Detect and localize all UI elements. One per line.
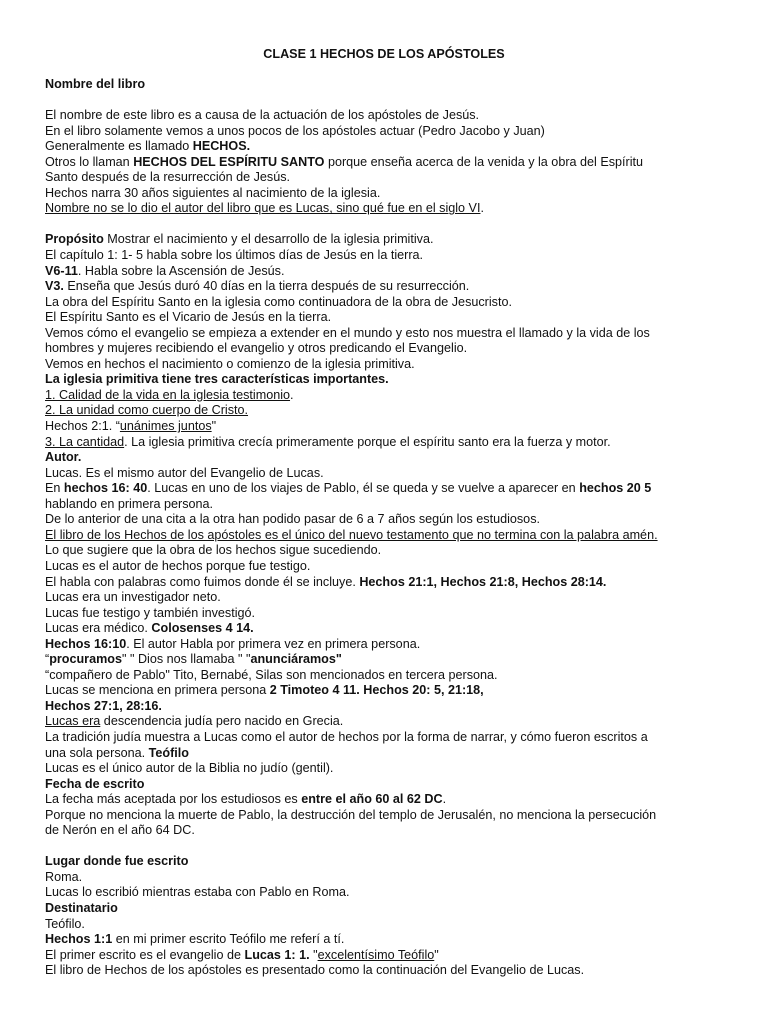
text-run: La obra del Espíritu Santo en la iglesia como continuadora de la obra de Jesucristo. xyxy=(45,294,512,309)
text-line xyxy=(45,543,725,559)
text-run: " xyxy=(211,419,217,434)
bold-text: La iglesia primitiva tiene tres características importantes. xyxy=(45,372,389,387)
bold-text: Lucas 1: 1. xyxy=(244,947,310,962)
text-line xyxy=(45,108,725,124)
text-line xyxy=(45,668,725,684)
underlined-text: unánimes juntos xyxy=(119,419,212,434)
bold-text: V3. xyxy=(45,279,64,294)
text-line xyxy=(45,326,725,342)
text-line xyxy=(45,606,725,622)
text-run: Generalmente es llamado xyxy=(45,139,193,154)
text-line xyxy=(45,170,725,186)
text-line xyxy=(45,901,725,917)
text-run: El habla con palabras como fuimos donde él se incluye. xyxy=(45,574,360,589)
bold-text: Colosenses 4 14. xyxy=(151,621,254,636)
text-line xyxy=(45,264,725,280)
text-run: Otros lo llaman xyxy=(45,154,134,169)
text-line xyxy=(45,792,725,808)
bold-text: Hechos 21:1, Hechos 21:8, Hechos 28:14. xyxy=(359,574,607,589)
bold-text: Propósito xyxy=(45,232,104,247)
text-run: El capítulo 1: 1- 5 habla sobre los últimos días de Jesús en la tierra. xyxy=(45,248,424,263)
text-line xyxy=(45,139,725,155)
text-run: El Espíritu Santo es el Vicario de Jesús en la tierra. xyxy=(45,310,332,325)
bold-text: HECHOS. xyxy=(192,139,251,154)
blank-line xyxy=(45,217,725,233)
text-line xyxy=(45,124,725,140)
text-run: porque enseña acerca de la venida y la obra del Espíritu xyxy=(324,154,644,169)
bold-text: Teófilo xyxy=(148,745,189,760)
text-run: Lucas es el autor de hechos porque fue testigo. xyxy=(45,558,311,573)
text-run: Vemos cómo el evangelio se empieza a extender en el mundo y esto nos muestra el llamado y la vida de los xyxy=(45,325,650,340)
text-line xyxy=(45,777,725,793)
text-run: una sola persona. xyxy=(45,745,149,760)
text-line xyxy=(45,248,725,264)
text-run: hablando en primera persona. xyxy=(45,496,214,511)
text-line xyxy=(45,388,725,404)
bold-text: Lugar donde fue escrito xyxy=(45,854,189,869)
underlined-text: 1. Calidad de la vida en la iglesia testimonio xyxy=(45,387,291,402)
text-line xyxy=(45,746,725,762)
text-run: Lucas era médico. xyxy=(45,621,152,636)
text-line xyxy=(45,714,725,730)
underlined-text: Nombre no se lo dio el autor del libro que es Lucas, sino qué fue en el siglo VI xyxy=(45,201,481,216)
text-line xyxy=(45,341,725,357)
text-run: . El autor Habla por primera vez en primera persona. xyxy=(126,636,421,651)
text-line xyxy=(45,403,725,419)
text-line xyxy=(45,932,725,948)
bold-text: entre el año 60 al 62 DC xyxy=(301,792,443,807)
text-line xyxy=(45,590,725,606)
text-run: “compañero de Pablo" Tito, Bernabé, Silas son mencionados en tercera persona. xyxy=(45,667,498,682)
text-line xyxy=(45,155,725,171)
text-run: En xyxy=(45,481,64,496)
text-line xyxy=(45,808,725,824)
text-line xyxy=(45,279,725,295)
text-line xyxy=(45,870,725,886)
text-run: En el libro solamente vemos a unos pocos de los apóstoles actuar (Pedro Jacobo y Juan) xyxy=(45,123,545,138)
bold-text: anunciáramos" xyxy=(250,652,342,667)
bold-text: Destinatario xyxy=(45,900,118,915)
text-line xyxy=(45,683,725,699)
text-line xyxy=(45,186,725,202)
bold-text: hechos 20 5 xyxy=(579,481,652,496)
text-line xyxy=(45,559,725,575)
blank-line xyxy=(45,839,725,855)
text-run: Lucas lo escribió mientras estaba con Pablo en Roma. xyxy=(45,885,350,900)
text-run: El nombre de este libro es a causa de la actuación de los apóstoles de Jesús. xyxy=(45,108,480,123)
text-line xyxy=(45,528,725,544)
blank-line xyxy=(45,93,725,109)
text-run: Roma. xyxy=(45,869,83,884)
text-run: Enseña que Jesús duró 40 días en la tierra después de su resurrección. xyxy=(63,279,470,294)
bold-text: Hechos 1:1 xyxy=(45,932,113,947)
text-run: " xyxy=(434,947,439,962)
text-run: Hechos 2:1. “ xyxy=(45,419,120,434)
text-run: " " Dios nos llamaba " " xyxy=(122,652,251,667)
text-run: . Habla sobre la Ascensión de Jesús. xyxy=(77,263,285,278)
text-run: Porque no menciona la muerte de Pablo, la destrucción del templo de Jerusalén, no menciona la persecución xyxy=(45,807,657,822)
bold-text: Nombre del libro xyxy=(45,77,146,91)
bold-text: HECHOS DEL ESPÍRITU SANTO xyxy=(133,154,325,169)
document-title: CLASE 1 HECHOS DE LOS APÓSTOLES xyxy=(263,47,505,61)
text-line xyxy=(45,637,725,653)
text-line xyxy=(45,450,725,466)
text-line xyxy=(45,481,725,497)
bold-text: hechos 16: 40 xyxy=(63,481,148,496)
text-line xyxy=(45,652,725,668)
bold-text: procuramos xyxy=(49,652,122,667)
text-run: Teófilo. xyxy=(45,916,85,931)
text-run: El libro de Hechos de los apóstoles es presentado como la continuación del Evangelio de Lucas. xyxy=(45,963,585,978)
text-line xyxy=(45,963,725,979)
text-line xyxy=(45,761,725,777)
text-line xyxy=(45,435,725,451)
text-line xyxy=(45,357,725,373)
text-run: Santo después de la resurrección de Jesús. xyxy=(45,170,291,185)
text-run: . xyxy=(442,792,447,807)
text-line xyxy=(45,575,725,591)
bold-text: Autor. xyxy=(45,450,82,465)
text-run: Vemos en hechos el nacimiento o comienzo de la iglesia primitiva. xyxy=(45,356,415,371)
text-line xyxy=(45,466,725,482)
text-line xyxy=(45,372,725,388)
underlined-text: El libro de los Hechos de los apóstoles es el único del nuevo testamento que no termina con la palabra amén. xyxy=(45,527,658,542)
text-run: El primer escrito es el evangelio de xyxy=(45,947,245,962)
text-run: . La iglesia primitiva crecía primeramente porque el espíritu santo era la fuerza y motor. xyxy=(124,434,611,449)
text-run: Hechos narra 30 años siguientes al nacimiento de la iglesia. xyxy=(45,185,381,200)
text-line xyxy=(45,730,725,746)
text-run: descendencia judía pero nacido en Grecia. xyxy=(100,714,344,729)
text-line xyxy=(45,699,725,715)
underlined-text: 3. La cantidad xyxy=(45,434,125,449)
text-run: Lucas fue testigo y también investigó. xyxy=(45,605,256,620)
text-run: Lucas. Es el mismo autor del Evangelio de Lucas. xyxy=(45,465,324,480)
bold-text: Hechos 27:1, 28:16. xyxy=(45,698,162,713)
underlined-text: excelentísimo Teófilo xyxy=(317,947,435,962)
text-run: . Lucas en uno de los viajes de Pablo, él se queda y se vuelve a aparecer en xyxy=(147,481,580,496)
text-run: Lo que sugiere que la obra de los hechos sigue sucediendo. xyxy=(45,543,382,558)
text-run: " xyxy=(309,947,318,962)
text-line xyxy=(45,419,725,435)
document-body xyxy=(45,77,725,979)
bold-text: Hechos 16:10 xyxy=(45,636,127,651)
text-run: “ xyxy=(45,652,50,667)
text-line xyxy=(45,948,725,964)
bold-text: V6-11 xyxy=(45,263,78,278)
underlined-text: Lucas era xyxy=(45,714,101,729)
text-line xyxy=(45,512,725,528)
text-line xyxy=(45,295,725,311)
text-run: Lucas es el único autor de la Biblia no judío (gentil). xyxy=(45,761,334,776)
text-run: La tradición judía muestra a Lucas como el autor de hechos por la forma de narrar, y cómo fueron escritos a xyxy=(45,729,648,744)
text-run: de Nerón en el año 64 DC. xyxy=(45,823,195,838)
bold-text: 2 Timoteo 4 11. Hechos 20: 5, 21:18, xyxy=(269,683,484,698)
text-run: hombres y mujeres recibiendo el evangelio y otros predicando el Evangelio. xyxy=(45,341,468,356)
text-run: Lucas era un investigador neto. xyxy=(45,590,221,605)
text-run: Mostrar el nacimiento y el desarrollo de la iglesia primitiva. xyxy=(103,232,434,247)
text-line xyxy=(45,497,725,513)
text-line xyxy=(45,310,725,326)
text-line xyxy=(45,917,725,933)
text-run: Lucas se menciona en primera persona xyxy=(45,683,270,698)
text-run: . xyxy=(290,387,294,402)
text-line xyxy=(45,854,725,870)
text-run: De lo anterior de una cita a la otra han podido pasar de 6 a 7 años según los estudiosos. xyxy=(45,512,540,527)
text-line xyxy=(45,621,725,637)
text-line xyxy=(45,232,725,248)
text-line xyxy=(45,201,725,217)
text-run: en mi primer escrito Teófilo me referí a tí. xyxy=(112,932,345,947)
text-run: La fecha más aceptada por los estudiosos es xyxy=(45,792,302,807)
text-line xyxy=(45,885,725,901)
text-line xyxy=(45,77,725,93)
text-run: . xyxy=(480,201,484,216)
underlined-text: 2. La unidad como cuerpo de Cristo. xyxy=(45,403,249,418)
text-line xyxy=(45,823,725,839)
bold-text: Fecha de escrito xyxy=(45,776,145,791)
